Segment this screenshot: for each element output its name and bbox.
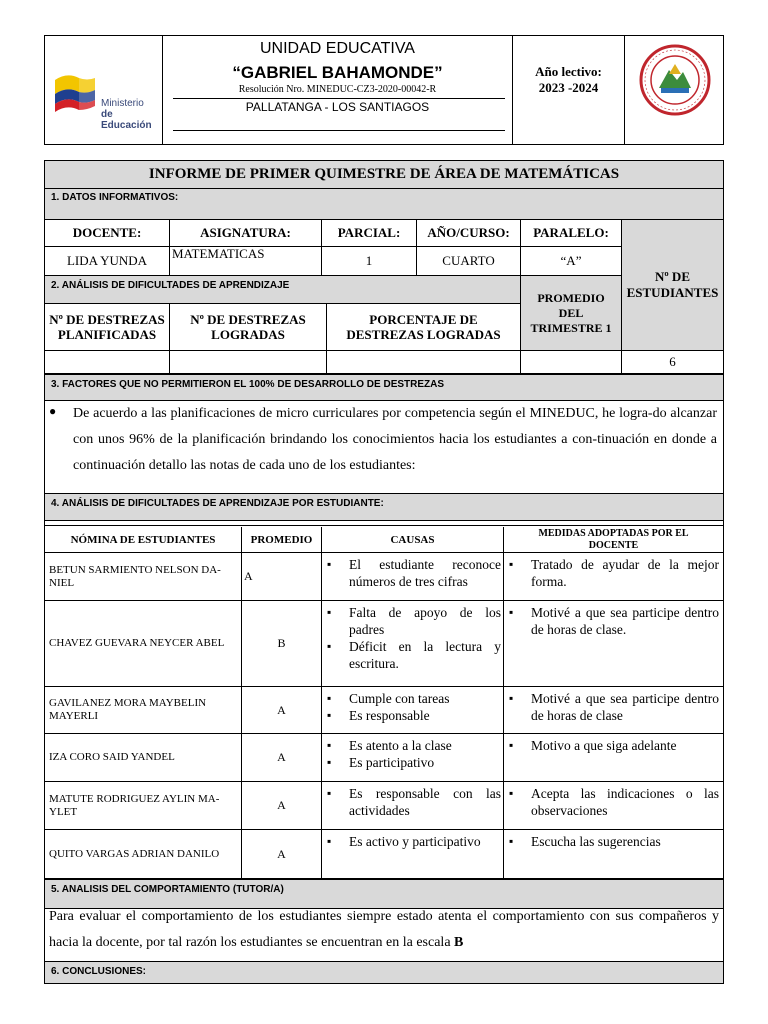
student-name: IZA CORO SAID YANDEL (45, 734, 242, 782)
header-destrezas-logradas: Nº DE DESTREZAS LOGRADAS (170, 304, 327, 351)
header-medidas: MEDIDAS ADOPTADAS POR EL DOCENTE (504, 527, 723, 553)
student-grade: A (242, 782, 322, 830)
divider (173, 130, 505, 131)
section-2-bar (45, 276, 521, 304)
cause-item: ▪ Es responsable (325, 707, 501, 724)
report-title-bar (45, 161, 723, 189)
header-num-estudiantes: Nº DE ESTUDIANTES (622, 220, 723, 351)
measures-list (507, 785, 719, 819)
value-paralelo: “A” (521, 247, 622, 276)
header-destrezas-planificadas: Nº DE DESTREZAS PLANIFICADAS (45, 304, 170, 351)
ministry-logo-cell (45, 36, 163, 144)
student-grade: A (242, 687, 322, 734)
value-anio-curso: CUARTO (417, 247, 521, 276)
measure-item: ▪ Acepta las indicaciones o las observaciones (507, 785, 719, 819)
section-1-title: 1. DATOS INFORMATIVOS: (51, 192, 179, 203)
section-6-title: 6. CONCLUSIONES: (51, 966, 147, 977)
header-porcentaje-destrezas: PORCENTAJE DE DESTREZAS LOGRADAS (327, 304, 521, 351)
cause-item: ▪ Es responsable con las actividades (325, 785, 501, 819)
section-5-title: 5. ANALISIS DEL COMPORTAMIENTO (TUTOR/A) (51, 884, 284, 895)
header-causas: CAUSAS (322, 527, 504, 553)
student-grade: B (242, 601, 322, 687)
report-table (44, 160, 724, 984)
value-num-estudiantes: 6 (622, 351, 723, 374)
cause-item: ▪ Cumple con tareas (325, 690, 501, 707)
student-name: CHAVEZ GUEVARA NEYCER ABEL (45, 601, 242, 687)
cause-item: ▪ Es atento a la clase (325, 737, 501, 754)
student-grade: A (242, 830, 322, 879)
causes-list (325, 737, 501, 771)
causes-list (325, 604, 501, 672)
section-4-title: 4. ANÁLISIS DE DIFICULTADES DE APRENDIZAJE POR ESTUDIANTE: (51, 498, 384, 509)
school-info-cell (163, 36, 513, 144)
cause-item: ▪ Es activo y participativo (325, 833, 501, 850)
cause-item: ▪ Es participativo (325, 754, 501, 771)
student-name: QUITO VARGAS ADRIAN DANILO (45, 830, 242, 879)
header-promedio-trimestre: PROMEDIO DEL TRIMESTRE 1 (521, 276, 622, 351)
causes-list (325, 556, 501, 590)
section-3-text: De acuerdo a las planificaciones de micro curriculares por competencia según el MINEDUC, he logra-do alcanzar con unos 96% de la planificación brindando los conocimientos hacia los estudiantes a con-tinuación en donde a continuación detallo las notas de cada uno de los estudiantes: (73, 406, 717, 473)
header-promedio: PROMEDIO (242, 527, 322, 553)
divider (45, 525, 723, 526)
divider (173, 98, 505, 99)
measures-list (507, 690, 719, 724)
document-header (44, 35, 724, 145)
measures-list (507, 556, 719, 590)
cause-item: ▪ El estudiante reconoce números de tres cifras (325, 556, 501, 590)
school-type: UNIDAD EDUCATIVA (260, 40, 415, 57)
student-grade: A (242, 734, 322, 782)
section-2-title: 2. ANÁLISIS DE DIFICULTADES DE APRENDIZAJE (51, 280, 290, 291)
header-parcial: PARCIAL: (322, 220, 417, 247)
cause-item: ▪ Falta de apoyo de los padres (325, 604, 501, 638)
year-label: Año lectivo: (535, 64, 602, 79)
school-year-cell (513, 36, 625, 144)
value-docente: LIDA YUNDA (45, 247, 170, 276)
report-title: INFORME DE PRIMER QUIMESTRE DE ÁREA DE MATEMÁTICAS (148, 166, 620, 182)
causes-list (325, 690, 501, 724)
value-asignatura: MATEMATICAS (170, 247, 322, 276)
ministry-name: Ministerio de Educación (101, 98, 152, 131)
year-value: 2023 -2024 (538, 80, 599, 95)
section-3-title: 3. FACTORES QUE NO PERMITIERON EL 100% DE DESARROLLO DE DESTREZAS (51, 379, 445, 390)
section-3-bar (45, 374, 723, 401)
school-name: “GABRIEL BAHAMONDE” (232, 63, 443, 82)
value-parcial: 1 (322, 247, 417, 276)
measure-item: ▪ Motivé a que sea participe dentro de horas de clase. (507, 604, 719, 638)
header-asignatura: ASIGNATURA: (170, 220, 322, 247)
section-4-bar (45, 493, 723, 521)
measure-item: ▪ Motivo a que siga adelante (507, 737, 719, 754)
student-grade: A (242, 553, 322, 601)
measure-item: ▪ Escucha las sugerencias (507, 833, 719, 850)
causes-list (325, 833, 501, 850)
school-seal-cell (625, 36, 723, 144)
measure-item: ▪ Motivé a que sea participe dentro de horas de clase (507, 690, 719, 724)
section-6-bar (45, 961, 723, 983)
student-name: GAVILANEZ MORA MAYBELIN MAYERLI (45, 687, 242, 734)
school-seal-icon (639, 44, 711, 116)
measures-list (507, 833, 719, 850)
measures-list (507, 737, 719, 754)
causes-list (325, 785, 501, 819)
section-1-bar (45, 189, 723, 220)
header-paralelo: PARALELO: (521, 220, 622, 247)
value-destrezas-logradas (170, 351, 327, 374)
student-name: BETUN SARMIENTO NELSON DA-NIEL (45, 553, 242, 601)
bullet-icon: ● (49, 404, 57, 418)
cause-item: ▪ Déficit en la lectura y escritura. (325, 638, 501, 672)
header-docente: DOCENTE: (45, 220, 170, 247)
value-promedio-trimestre (521, 351, 622, 374)
behavior-scale: B (454, 935, 464, 950)
value-destrezas-planificadas (45, 351, 170, 374)
resolution-number: Resolución Nro. MINEDUC-CZ3-2020-00042-R (238, 84, 437, 95)
school-location: PALLATANGA - LOS SANTIAGOS (245, 100, 430, 114)
student-name: MATUTE RODRIGUEZ AYLIN MA-YLET (45, 782, 242, 830)
value-porcentaje-destrezas (327, 351, 521, 374)
header-anio-curso: AÑO/CURSO: (417, 220, 521, 247)
ministry-flag-icon (53, 70, 97, 114)
measures-list (507, 604, 719, 638)
measure-item: ▪ Tratado de ayudar de la mejor forma. (507, 556, 719, 590)
section-5-text: Para evaluar el comportamiento de los estudiantes siempre estado atenta el comportamiento con sus compañeros y hacia la docente, por tal razón los estudiantes se encuentran en la escala B (49, 909, 719, 950)
header-nomina: NÓMINA DE ESTUDIANTES (45, 527, 242, 553)
